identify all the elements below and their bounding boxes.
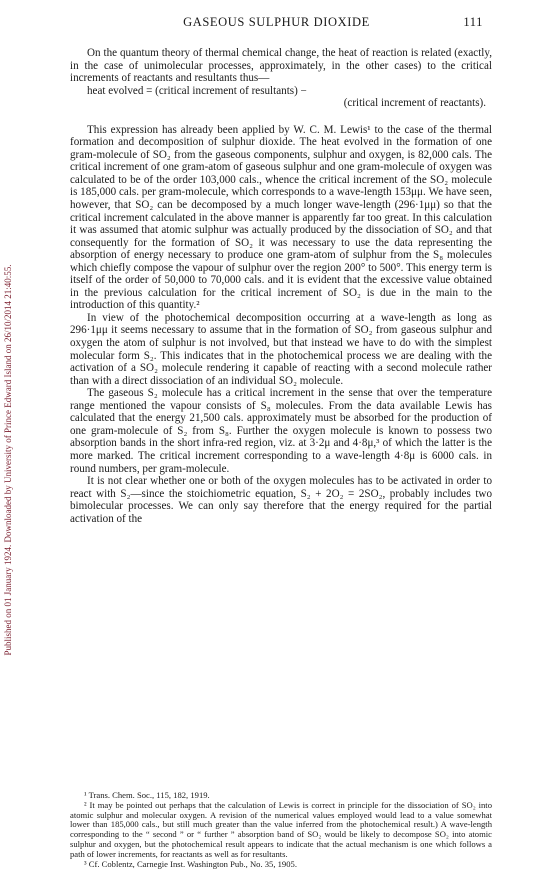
running-title: GASEOUS SULPHUR DIOXIDE [183, 15, 370, 29]
footnote-2: ² It may be pointed out perhaps that the calculation of Lewis is correct in principle for the dissociation of SO₂ into atomic sulphur and molecular oxygen. A revision of the numerical values employed would lead to a value somewhat lower than 185,000 cals., but still much greater than the value inferred from the photochemical result.) A wave-length corresponding to the “ second ” or “ further ” absorption band of SO₂ would be likely to decompose SO₂ into atomic sulphur and oxygen, but the photochemical result appears to indicate that the actual mechanism is one which follows a path of lower increments, for reactants as well as for resultants. [70, 799, 492, 859]
paragraph-1: On the quantum theory of thermal chemical change, the heat of reaction is related (exactly, in the case of unimolecular processes, approximately, in the other cases) to the critical increments of reactants and resultants thus— [70, 47, 492, 85]
paragraph-4: The gaseous S₂ molecule has a critical increment in the sense that over the temperature range mentioned the vapour consists of S₈ molecules. From the data available Lewis has calculated that the energy 21,500 cals. approximately must be absorbed for the production of one gram-molecule of S₂ from S₈. Further the oxygen molecule is known to possess two absorption bands in the short infra-red region, viz. at 3·2μ and 4·8μ,³ of which the latter is the more marked. The critical increment corresponding to a wave-length 4·8μ is 6000 cals. in round numbers, per gram-molecule. [70, 387, 492, 475]
equation-line-1: heat evolved = (critical increment of resultants) − [87, 84, 307, 97]
download-stamp-text: Published on 01 January 1924. Downloaded by University of Prince Edward Island on 26/10/2014 21:40:55. [3, 264, 13, 656]
paragraph-2: This expression has already been applied by W. C. M. Lewis¹ to the case of the thermal formation and decomposition of sulphur dioxide. The heat evolved in the formation of one gram-molecule of SO₂ from the gaseous components, sulphur and oxygen, is 82,000 cals. The critical increment of one gram-atom of gaseous sulphur and one gram-molecule of oxygen was calculated to be of the order 103,000 cals., whence the critical increment of the SO₂ molecule is 185,000 cals. per gram-molecule, which corresponds to a wave-length 153μμ. We have seen, however, that SO₂ can be decomposed by a much longer wave-length (296·1μμ) so that the critical increment calculated in the above manner is apparently far too great. In this calculation it was assumed that atomic sulphur was actually produced by the dissociation of SO₂ and that consequently for the formation of SO₂ it was necessary to use the data representing the absorption of energy necessary to produce one gram-atom of sulphur from the S₈ molecules which chiefly compose the vapour of sulphur over the region 200° to 500°. This energy term is itself of the order of 50,000 to 70,000 cals. and it is evident that the excessive value obtained in the previous calculation for the critical increment of SO₂ is due in the main to the introduction of this quantity.² [70, 123, 492, 312]
paragraph-3: In view of the photochemical decomposition occurring at a wave-length as long as 296·1μμ it seems necessary to assume that in the formation of SO₂ from gaseous sulphur and oxygen the atom of sulphur is not involved, but that instead we have to do with the simplest molecular form S₂. This indicates that in the photochemical process we are dealing with the activation of a SO₂ molecule rendering it capable of reacting with a second molecule rather than with a direct dissociation of an individual SO₂ molecule. [70, 311, 492, 387]
footnote-3: ³ Cf. Coblentz, Carnegie Inst. Washington Pub., No. 35, 1905. [84, 858, 297, 869]
download-stamp [2, 70, 14, 850]
page-number: 111 [463, 15, 483, 29]
footnote-1: ¹ Trans. Chem. Soc., 115, 182, 1919. [84, 790, 210, 800]
equation-line-2: (critical increment of reactants). [343, 97, 486, 110]
running-header [70, 15, 483, 31]
paragraph-5: It is not clear whether one or both of the oxygen molecules has to be activated in order to react with S₂—since the stoichiometric equation, S₂ + 2O₂ = 2SO₂, probably includes two bimolecular processes. We can only say therefore that the energy required for the partial activation of the [70, 475, 492, 525]
body-text [70, 47, 492, 525]
footnotes [70, 791, 492, 869]
